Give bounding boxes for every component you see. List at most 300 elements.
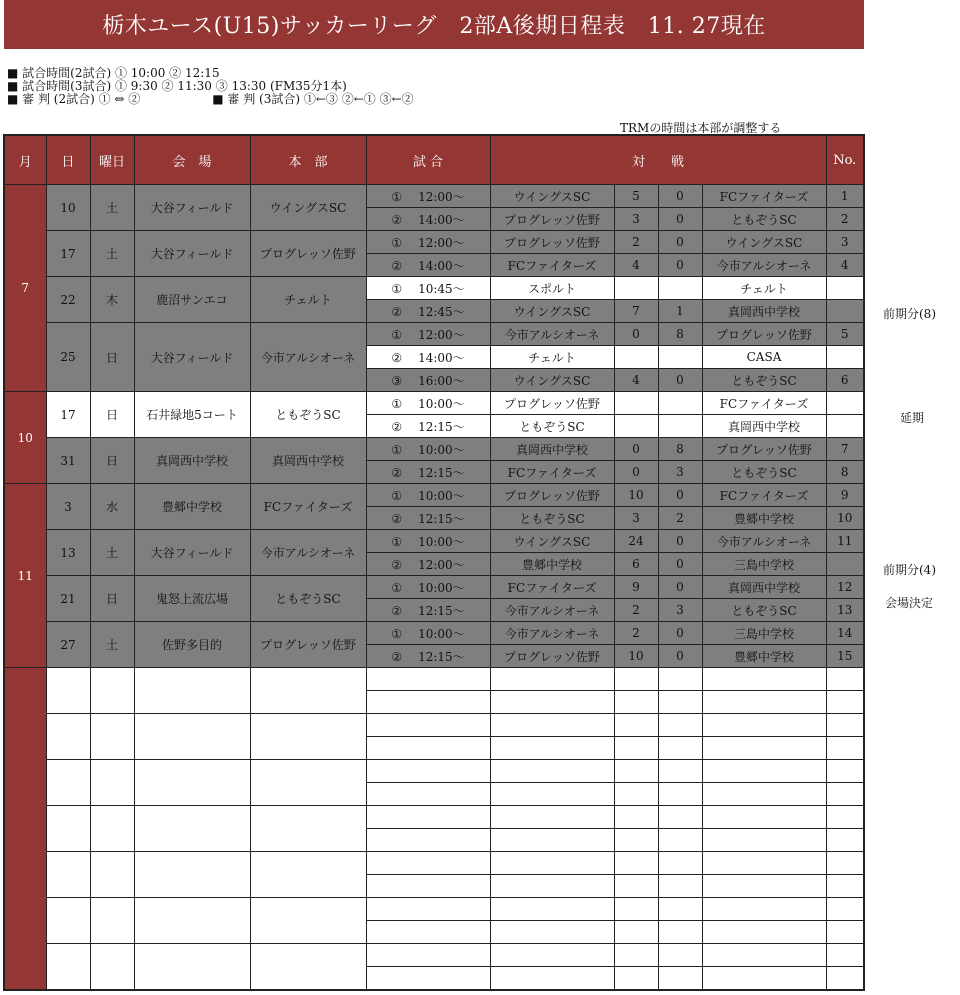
away-score-empty <box>658 668 702 691</box>
home-team-cell: ともぞうSC <box>490 507 614 530</box>
match-slot-empty <box>366 898 490 921</box>
match-no-empty <box>826 737 864 760</box>
empty-row <box>4 668 864 691</box>
hq-cell-empty <box>250 668 366 714</box>
day-cell: 31 <box>46 438 90 484</box>
side-note-venue-decided: 会場決定 <box>885 596 934 610</box>
away-score-empty <box>658 875 702 898</box>
weekday-cell-empty <box>90 668 134 714</box>
away-score-empty <box>658 737 702 760</box>
match-slot: ① <box>391 534 403 549</box>
match-slot-cell <box>366 392 490 415</box>
away-score-cell: 0 <box>658 185 702 208</box>
away-team-cell: 真岡西中学校 <box>702 300 826 323</box>
weekday-cell-empty <box>90 806 134 852</box>
match-slot: ② <box>391 304 403 319</box>
match-time: 12:00〜 <box>418 189 465 204</box>
home-team-cell: プログレッソ佐野 <box>490 392 614 415</box>
away-team-cell: 豊郷中学校 <box>702 507 826 530</box>
away-score-empty <box>658 921 702 944</box>
day-cell: 17 <box>46 392 90 438</box>
venue-cell-empty <box>134 944 250 991</box>
home-team-cell: 真岡西中学校 <box>490 438 614 461</box>
note-match-time-3: ■ 試合時間(3試合) ① 9:30 ② 11:30 ③ 13:30 (FM35分1本) <box>7 79 347 93</box>
home-team-cell: チェルト <box>490 346 614 369</box>
match-no-cell: 9 <box>826 484 864 507</box>
away-team-cell: 今市アルシオーネ <box>702 254 826 277</box>
table-header-row <box>4 135 864 185</box>
weekday-cell: 土 <box>90 530 134 576</box>
home-team-empty <box>490 944 614 967</box>
day-cell: 17 <box>46 231 90 277</box>
match-slot-cell <box>366 507 490 530</box>
match-no-cell: 5 <box>826 323 864 346</box>
match-slot-cell <box>366 576 490 599</box>
away-team-empty <box>702 737 826 760</box>
weekday-cell-empty <box>90 760 134 806</box>
away-score-cell <box>658 346 702 369</box>
empty-row <box>4 760 864 783</box>
home-team-empty <box>490 921 614 944</box>
game-row <box>4 438 864 461</box>
away-team-cell: 豊郷中学校 <box>702 645 826 668</box>
home-score-cell: 2 <box>614 622 658 645</box>
weekday-cell: 日 <box>90 438 134 484</box>
hq-cell-empty <box>250 898 366 944</box>
away-score-cell: 0 <box>658 645 702 668</box>
page-title: 栃木ユース(U15)サッカーリーグ 2部A後期日程表 11. 27現在 <box>4 0 864 49</box>
match-slot-cell <box>366 254 490 277</box>
match-time: 10:00〜 <box>418 396 465 411</box>
weekday-cell: 土 <box>90 231 134 277</box>
away-team-empty <box>702 714 826 737</box>
match-slot-cell <box>366 553 490 576</box>
weekday-cell: 日 <box>90 576 134 622</box>
match-slot-cell <box>366 208 490 231</box>
home-score-cell: 0 <box>614 438 658 461</box>
home-team-empty <box>490 852 614 875</box>
away-team-empty <box>702 806 826 829</box>
day-cell: 10 <box>46 185 90 231</box>
day-cell: 22 <box>46 277 90 323</box>
weekday-cell: 土 <box>90 185 134 231</box>
home-score-empty <box>614 944 658 967</box>
away-score-cell: 0 <box>658 576 702 599</box>
hq-cell: ウイングスSC <box>250 185 366 231</box>
home-team-empty <box>490 875 614 898</box>
match-no-cell: 3 <box>826 231 864 254</box>
header-hq: 本 部 <box>250 135 366 185</box>
match-no-empty <box>826 967 864 991</box>
match-slot-empty <box>366 944 490 967</box>
home-team-cell: ウイングスSC <box>490 369 614 392</box>
away-score-cell: 8 <box>658 438 702 461</box>
match-time: 10:00〜 <box>418 580 465 595</box>
home-team-cell: 今市アルシオーネ <box>490 323 614 346</box>
match-slot: ① <box>391 281 403 296</box>
home-score-cell: 3 <box>614 208 658 231</box>
venue-cell: 鬼怒上流広場 <box>134 576 250 622</box>
match-slot-empty <box>366 875 490 898</box>
away-team-cell: 真岡西中学校 <box>702 576 826 599</box>
header-month: 月 <box>4 135 46 185</box>
home-score-empty <box>614 737 658 760</box>
home-score-empty <box>614 760 658 783</box>
header-match: 試 合 <box>366 135 490 185</box>
home-score-empty <box>614 783 658 806</box>
venue-cell: 大谷フィールド <box>134 323 250 392</box>
weekday-cell: 木 <box>90 277 134 323</box>
match-no-cell: 13 <box>826 599 864 622</box>
note-referee: ■ 審 判 (2試合) ① ⇔ ② ■ 審 判 (3試合) ①←③ ②←① ③←② <box>7 92 414 106</box>
day-cell-empty <box>46 852 90 898</box>
away-score-cell: 8 <box>658 323 702 346</box>
match-slot-cell <box>366 599 490 622</box>
match-slot: ② <box>391 649 403 664</box>
match-slot-empty <box>366 760 490 783</box>
away-team-cell: チェルト <box>702 277 826 300</box>
away-team-empty <box>702 967 826 991</box>
away-team-cell: FCファイターズ <box>702 392 826 415</box>
home-team-cell: プログレッソ佐野 <box>490 645 614 668</box>
away-team-cell: プログレッソ佐野 <box>702 323 826 346</box>
day-cell: 25 <box>46 323 90 392</box>
match-no-empty <box>826 921 864 944</box>
away-team-cell: 三島中学校 <box>702 553 826 576</box>
away-score-cell: 0 <box>658 530 702 553</box>
away-score-cell: 0 <box>658 231 702 254</box>
home-team-cell: プログレッソ佐野 <box>490 484 614 507</box>
home-score-cell: 2 <box>614 231 658 254</box>
match-no-cell: 12 <box>826 576 864 599</box>
match-time: 14:00〜 <box>418 258 465 273</box>
away-team-cell: プログレッソ佐野 <box>702 438 826 461</box>
match-slot: ① <box>391 442 403 457</box>
home-score-cell: 0 <box>614 323 658 346</box>
away-score-empty <box>658 898 702 921</box>
match-no-cell <box>826 553 864 576</box>
away-team-empty <box>702 760 826 783</box>
match-time: 12:00〜 <box>418 557 465 572</box>
header-no: No. <box>826 135 864 185</box>
match-no-empty <box>826 783 864 806</box>
game-row <box>4 576 864 599</box>
match-no-cell <box>826 415 864 438</box>
month-cell: 10 <box>4 392 46 484</box>
match-no-cell: 10 <box>826 507 864 530</box>
game-row <box>4 185 864 208</box>
match-slot-cell <box>366 461 490 484</box>
match-slot: ② <box>391 511 403 526</box>
home-score-empty <box>614 668 658 691</box>
match-time: 10:00〜 <box>418 626 465 641</box>
home-score-cell: 10 <box>614 484 658 507</box>
hq-cell: FCファイターズ <box>250 484 366 530</box>
match-slot-empty <box>366 668 490 691</box>
away-team-cell: 真岡西中学校 <box>702 415 826 438</box>
home-score-cell <box>614 415 658 438</box>
trm-note: TRMの時間は本部が調整する <box>620 121 782 135</box>
match-no-cell: 7 <box>826 438 864 461</box>
match-time: 14:00〜 <box>418 212 465 227</box>
home-score-cell <box>614 392 658 415</box>
away-team-cell: CASA <box>702 346 826 369</box>
away-score-cell <box>658 277 702 300</box>
day-cell: 21 <box>46 576 90 622</box>
away-score-cell: 3 <box>658 461 702 484</box>
home-score-cell: 4 <box>614 254 658 277</box>
empty-row <box>4 714 864 737</box>
match-slot-cell <box>366 415 490 438</box>
home-team-cell: FCファイターズ <box>490 576 614 599</box>
away-score-cell: 0 <box>658 369 702 392</box>
away-score-empty <box>658 944 702 967</box>
match-no-empty <box>826 668 864 691</box>
home-score-empty <box>614 806 658 829</box>
away-score-cell: 0 <box>658 553 702 576</box>
home-score-cell: 0 <box>614 461 658 484</box>
away-team-cell: 今市アルシオーネ <box>702 530 826 553</box>
home-team-cell: ウイングスSC <box>490 530 614 553</box>
home-score-empty <box>614 852 658 875</box>
venue-cell: 佐野多目的 <box>134 622 250 668</box>
away-team-cell: ともぞうSC <box>702 369 826 392</box>
day-cell-empty <box>46 714 90 760</box>
home-team-cell: FCファイターズ <box>490 461 614 484</box>
hq-cell: プログレッソ佐野 <box>250 622 366 668</box>
rules-notes <box>7 67 414 106</box>
match-slot: ② <box>391 465 403 480</box>
match-slot: ① <box>391 235 403 250</box>
match-no-empty <box>826 829 864 852</box>
match-slot-cell <box>366 438 490 461</box>
home-team-cell: プログレッソ佐野 <box>490 208 614 231</box>
match-no-cell: 1 <box>826 185 864 208</box>
home-score-cell <box>614 346 658 369</box>
note-match-time-2: ■ 試合時間(2試合) ① 10:00 ② 12:15 <box>7 66 220 80</box>
away-score-empty <box>658 967 702 991</box>
venue-cell-empty <box>134 668 250 714</box>
home-team-empty <box>490 783 614 806</box>
header-venue: 会 場 <box>134 135 250 185</box>
day-cell: 13 <box>46 530 90 576</box>
match-slot-cell <box>366 622 490 645</box>
match-time: 12:15〜 <box>418 465 465 480</box>
home-team-cell: スポルト <box>490 277 614 300</box>
home-team-cell: ともぞうSC <box>490 415 614 438</box>
match-no-empty <box>826 691 864 714</box>
home-team-cell: FCファイターズ <box>490 254 614 277</box>
match-slot: ① <box>391 488 403 503</box>
hq-cell: 今市アルシオーネ <box>250 530 366 576</box>
match-slot-cell <box>366 346 490 369</box>
side-note-postponed: 延期 <box>900 411 925 425</box>
match-slot-empty <box>366 921 490 944</box>
home-team-cell: 今市アルシオーネ <box>490 622 614 645</box>
venue-cell: 大谷フィールド <box>134 185 250 231</box>
away-team-cell: ともぞうSC <box>702 461 826 484</box>
venue-cell: 石井緑地5コート <box>134 392 250 438</box>
match-time: 14:00〜 <box>418 350 465 365</box>
day-cell: 3 <box>46 484 90 530</box>
hq-cell-empty <box>250 852 366 898</box>
month-cell-empty <box>4 668 46 991</box>
hq-cell-empty <box>250 714 366 760</box>
month-cell: 7 <box>4 185 46 392</box>
away-team-empty <box>702 829 826 852</box>
away-score-empty <box>658 852 702 875</box>
game-row <box>4 231 864 254</box>
match-no-cell <box>826 392 864 415</box>
match-no-empty <box>826 714 864 737</box>
away-team-empty <box>702 875 826 898</box>
weekday-cell: 土 <box>90 622 134 668</box>
game-row <box>4 392 864 415</box>
match-slot-cell <box>366 231 490 254</box>
home-score-empty <box>614 829 658 852</box>
day-cell-empty <box>46 668 90 714</box>
home-team-empty <box>490 691 614 714</box>
hq-cell-empty <box>250 806 366 852</box>
match-slot: ① <box>391 189 403 204</box>
side-note-first-half-4: 前期分(4) <box>883 563 936 577</box>
match-slot-cell <box>366 300 490 323</box>
home-score-cell: 10 <box>614 645 658 668</box>
day-cell-empty <box>46 944 90 991</box>
weekday-cell-empty <box>90 714 134 760</box>
home-team-empty <box>490 829 614 852</box>
home-score-cell: 5 <box>614 185 658 208</box>
day-cell-empty <box>46 760 90 806</box>
venue-cell: 豊郷中学校 <box>134 484 250 530</box>
schedule-table <box>3 134 865 991</box>
home-score-cell: 6 <box>614 553 658 576</box>
match-slot: ② <box>391 350 403 365</box>
match-no-cell <box>826 277 864 300</box>
home-score-empty <box>614 921 658 944</box>
match-slot-empty <box>366 806 490 829</box>
home-team-empty <box>490 967 614 991</box>
side-note-first-half-8: 前期分(8) <box>883 307 936 321</box>
weekday-cell: 水 <box>90 484 134 530</box>
match-slot: ② <box>391 419 403 434</box>
venue-cell-empty <box>134 852 250 898</box>
match-no-cell: 11 <box>826 530 864 553</box>
match-no-cell: 6 <box>826 369 864 392</box>
away-team-empty <box>702 783 826 806</box>
hq-cell: チェルト <box>250 277 366 323</box>
away-score-cell: 0 <box>658 622 702 645</box>
match-time: 10:00〜 <box>418 488 465 503</box>
match-slot-cell <box>366 277 490 300</box>
match-time: 12:15〜 <box>418 649 465 664</box>
home-score-cell: 7 <box>614 300 658 323</box>
match-slot: ① <box>391 327 403 342</box>
away-team-empty <box>702 898 826 921</box>
home-score-cell: 4 <box>614 369 658 392</box>
away-score-empty <box>658 829 702 852</box>
match-time: 12:15〜 <box>418 419 465 434</box>
away-score-cell: 2 <box>658 507 702 530</box>
match-slot-empty <box>366 737 490 760</box>
away-team-cell: ともぞうSC <box>702 599 826 622</box>
match-slot-cell <box>366 530 490 553</box>
venue-cell-empty <box>134 806 250 852</box>
home-score-cell: 3 <box>614 507 658 530</box>
home-team-cell: プログレッソ佐野 <box>490 231 614 254</box>
home-score-empty <box>614 967 658 991</box>
month-cell: 11 <box>4 484 46 668</box>
match-no-empty <box>826 852 864 875</box>
away-score-cell <box>658 392 702 415</box>
hq-cell: プログレッソ佐野 <box>250 231 366 277</box>
home-team-empty <box>490 760 614 783</box>
home-score-empty <box>614 691 658 714</box>
home-score-cell: 24 <box>614 530 658 553</box>
match-slot-empty <box>366 967 490 991</box>
match-time: 10:45〜 <box>418 281 465 296</box>
away-team-empty <box>702 691 826 714</box>
match-slot: ② <box>391 212 403 227</box>
home-score-cell: 9 <box>614 576 658 599</box>
match-time: 16:00〜 <box>418 373 465 388</box>
home-team-empty <box>490 668 614 691</box>
home-score-empty <box>614 898 658 921</box>
hq-cell-empty <box>250 760 366 806</box>
home-score-cell: 2 <box>614 599 658 622</box>
away-team-cell: FCファイターズ <box>702 484 826 507</box>
match-time: 12:00〜 <box>418 235 465 250</box>
home-team-cell: 今市アルシオーネ <box>490 599 614 622</box>
away-score-cell <box>658 415 702 438</box>
match-no-empty <box>826 875 864 898</box>
home-team-cell: ウイングスSC <box>490 300 614 323</box>
game-row <box>4 530 864 553</box>
home-score-cell <box>614 277 658 300</box>
match-no-cell <box>826 346 864 369</box>
venue-cell: 真岡西中学校 <box>134 438 250 484</box>
match-no-cell <box>826 300 864 323</box>
weekday-cell-empty <box>90 944 134 991</box>
venue-cell: 大谷フィールド <box>134 231 250 277</box>
match-slot: ② <box>391 557 403 572</box>
away-score-empty <box>658 760 702 783</box>
match-no-cell: 14 <box>826 622 864 645</box>
away-team-empty <box>702 921 826 944</box>
away-team-empty <box>702 852 826 875</box>
home-team-cell: 豊郷中学校 <box>490 553 614 576</box>
away-team-cell: 三島中学校 <box>702 622 826 645</box>
match-slot-cell <box>366 645 490 668</box>
home-team-empty <box>490 737 614 760</box>
away-score-cell: 3 <box>658 599 702 622</box>
away-score-empty <box>658 783 702 806</box>
venue-cell-empty <box>134 714 250 760</box>
empty-row <box>4 944 864 967</box>
venue-cell-empty <box>134 898 250 944</box>
match-slot-cell <box>366 185 490 208</box>
match-slot-cell <box>366 369 490 392</box>
weekday-cell: 日 <box>90 323 134 392</box>
hq-cell: ともぞうSC <box>250 576 366 622</box>
away-score-empty <box>658 691 702 714</box>
home-score-empty <box>614 875 658 898</box>
game-row <box>4 277 864 300</box>
home-score-empty <box>614 714 658 737</box>
match-no-empty <box>826 898 864 921</box>
hq-cell-empty <box>250 944 366 991</box>
hq-cell: ともぞうSC <box>250 392 366 438</box>
